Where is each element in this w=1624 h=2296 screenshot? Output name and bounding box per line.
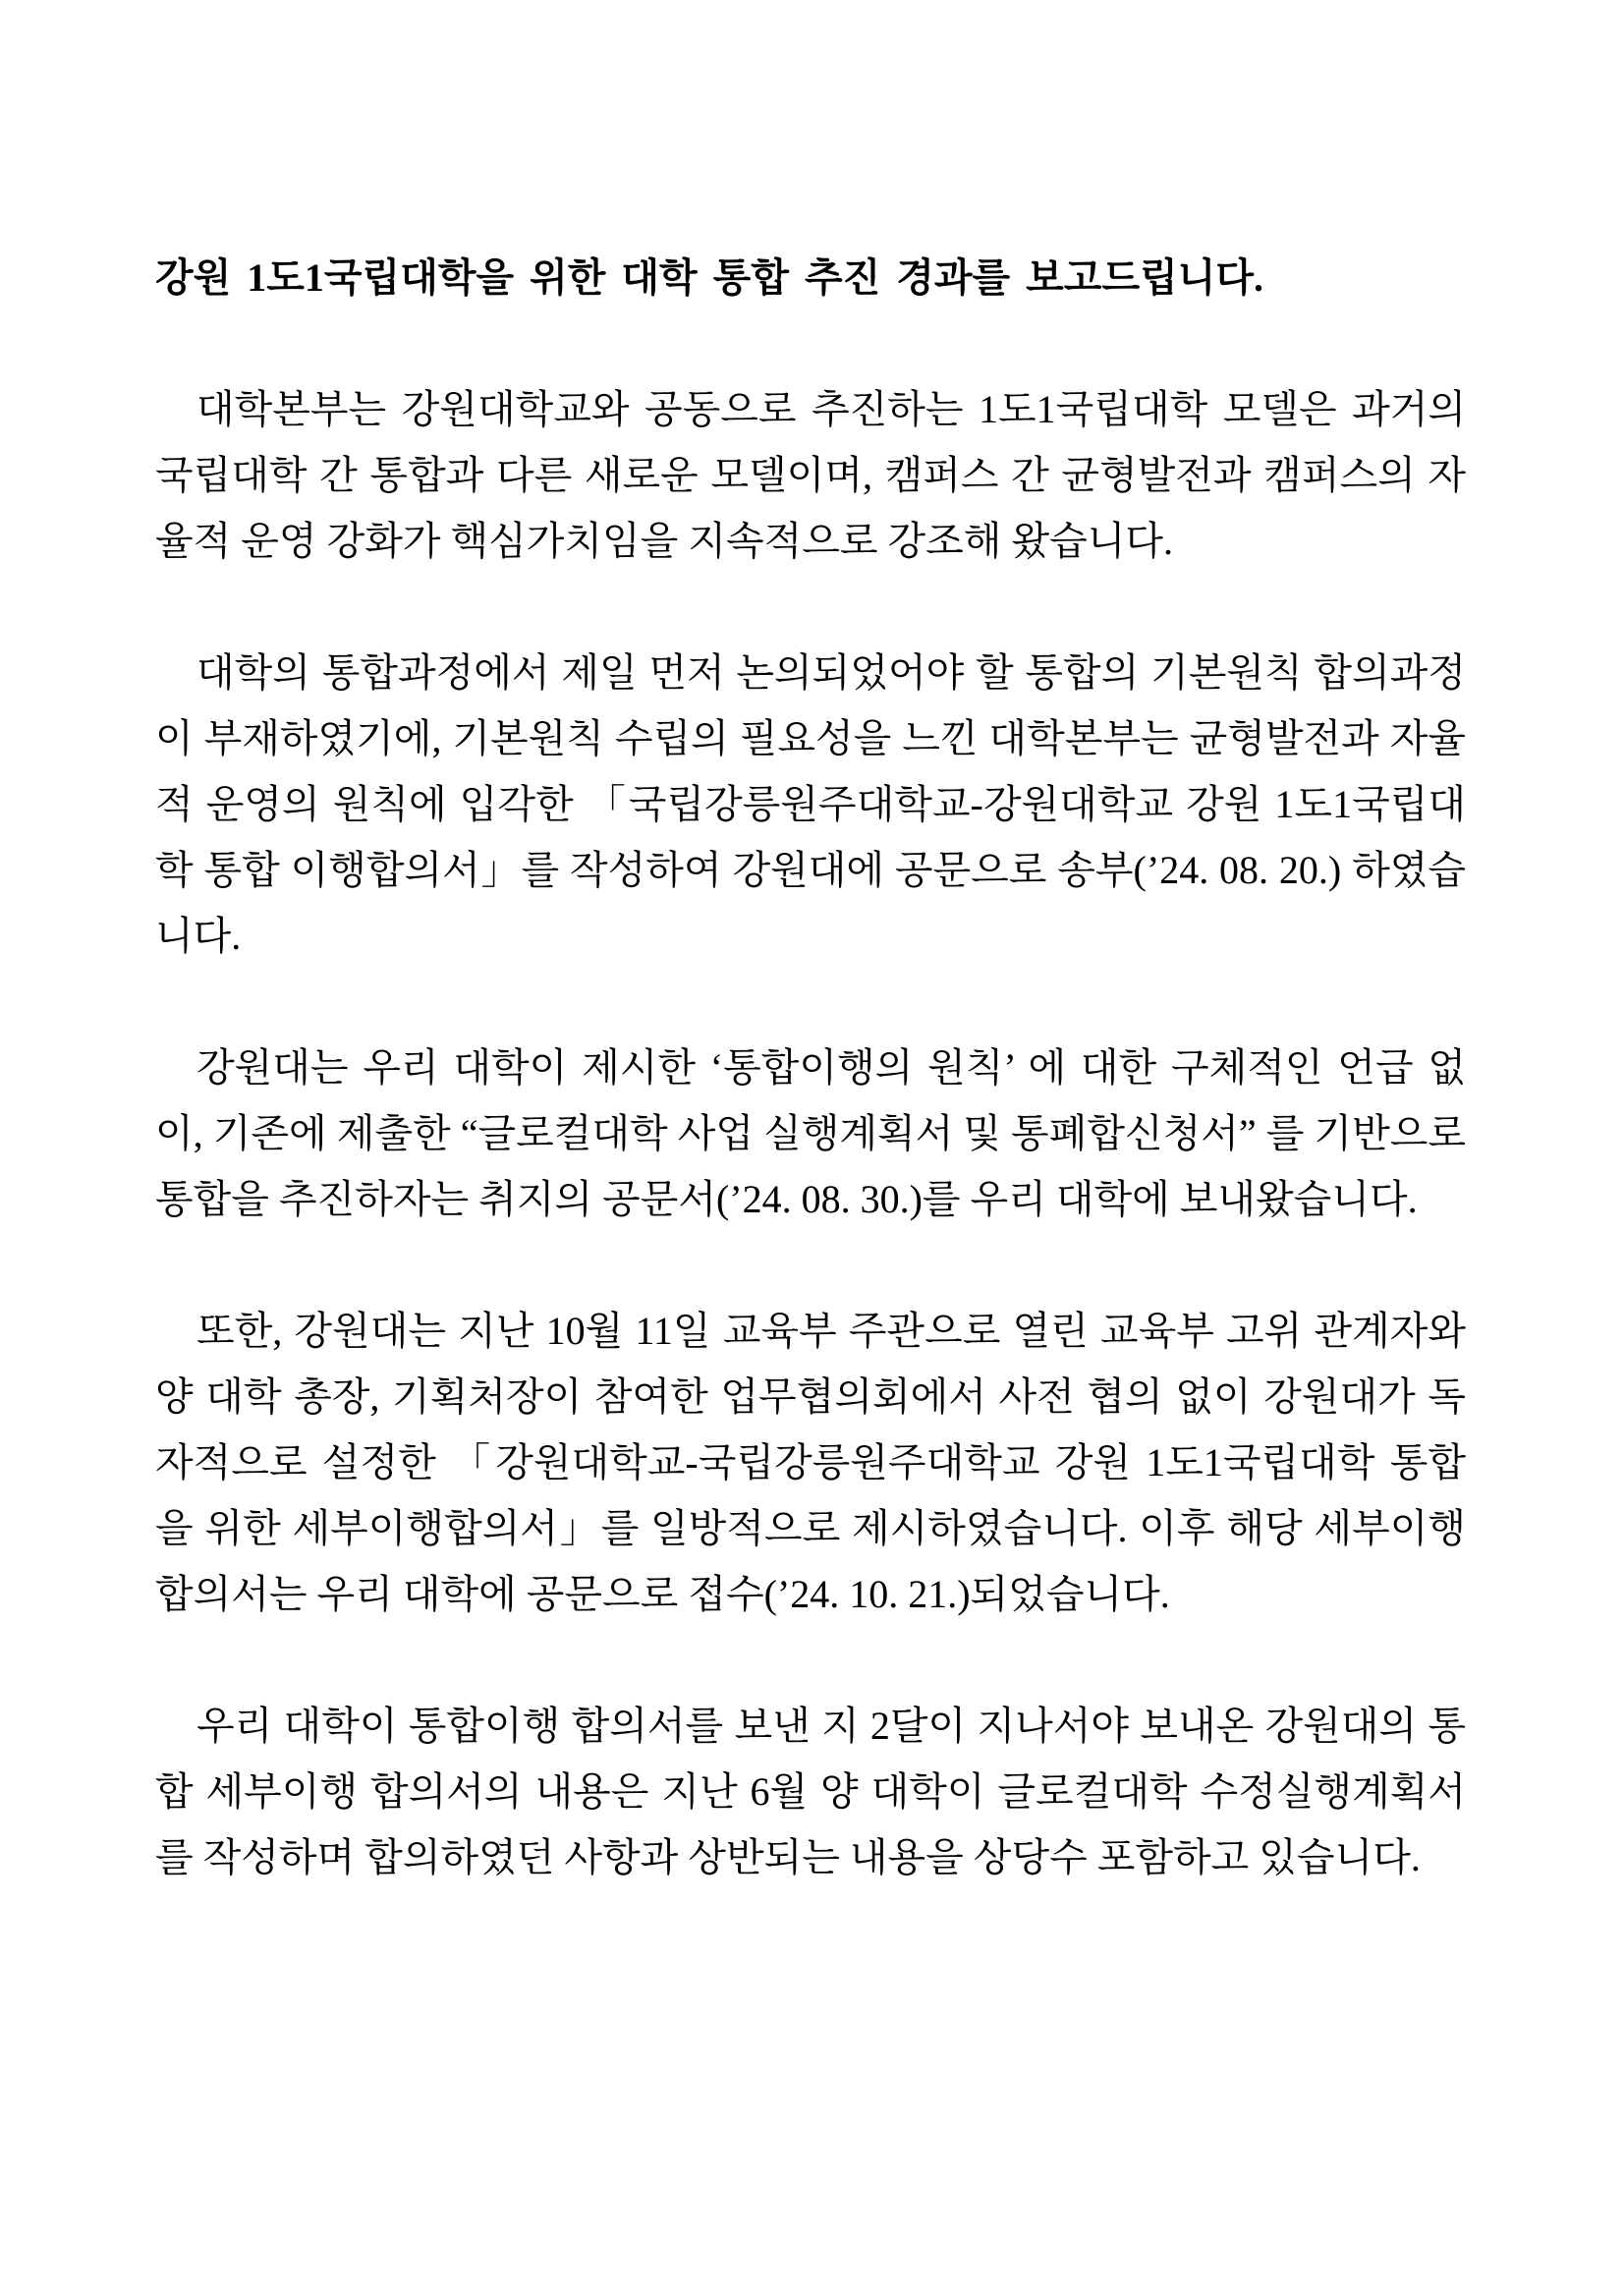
paragraph-2: 대학의 통합과정에서 제일 먼저 논의되었어야 할 통합의 기본원칙 합의과정이 부재하였기에, 기본원칙 수립의 필요성을 느낀 대학본부는 균형발전과 자율적 운영의 원칙에 입각한 「국립강릉원주대학교-강원대학교 강원 1도1국립대학 통합 이행합의서」를 작성하여 강원대에 공문으로 송부(’24. 08. 20.) 하였습니다. [155, 650, 1466, 958]
document-title: 강원 1도1국립대학을 위한 대학 통합 추진 경과를 보고드립니다. [155, 255, 1263, 300]
paragraph-3: 강원대는 우리 대학이 제시한 ‘통합이행의 원칙’ 에 대한 구체적인 언급 없이, 기존에 제출한 “글로컬대학 사업 실행계획서 및 통폐합신청서” 를 기반으로 통합을 추진하자는 취지의 공문서(’24. 08. 30.)를 우리 대학에 보내왔습니다. [155, 1045, 1466, 1221]
document-content [155, 245, 1466, 1890]
paragraph-4: 또한, 강원대는 지난 10월 11일 교육부 주관으로 열린 교육부 고위 관계자와 양 대학 총장, 기획처장이 참여한 업무협의회에서 사전 협의 없이 강원대가 독자적으로 설정한 「강원대학교-국립강릉원주대학교 강원 1도1국립대학 통합을 위한 세부이행합의서」를 일방적으로 제시하였습니다. 이후 해당 세부이행합의서는 우리 대학에 공문으로 접수(’24. 10. 21.)되었습니다. [155, 1309, 1466, 1616]
paragraph-5: 우리 대학이 통합이행 합의서를 보낸 지 2달이 지나서야 보내온 강원대의 통합 세부이행 합의서의 내용은 지난 6월 양 대학이 글로컬대학 수정실행계획서를 작성하며 합의하였던 사항과 상반되는 내용을 상당수 포함하고 있습니다. [155, 1704, 1466, 1879]
paragraph-1: 대학본부는 강원대학교와 공동으로 추진하는 1도1국립대학 모델은 과거의 국립대학 간 통합과 다른 새로운 모델이며, 캠퍼스 간 균형발전과 캠퍼스의 자율적 운영 강화가 핵심가치임을 지속적으로 강조해 왔습니다. [155, 387, 1466, 563]
